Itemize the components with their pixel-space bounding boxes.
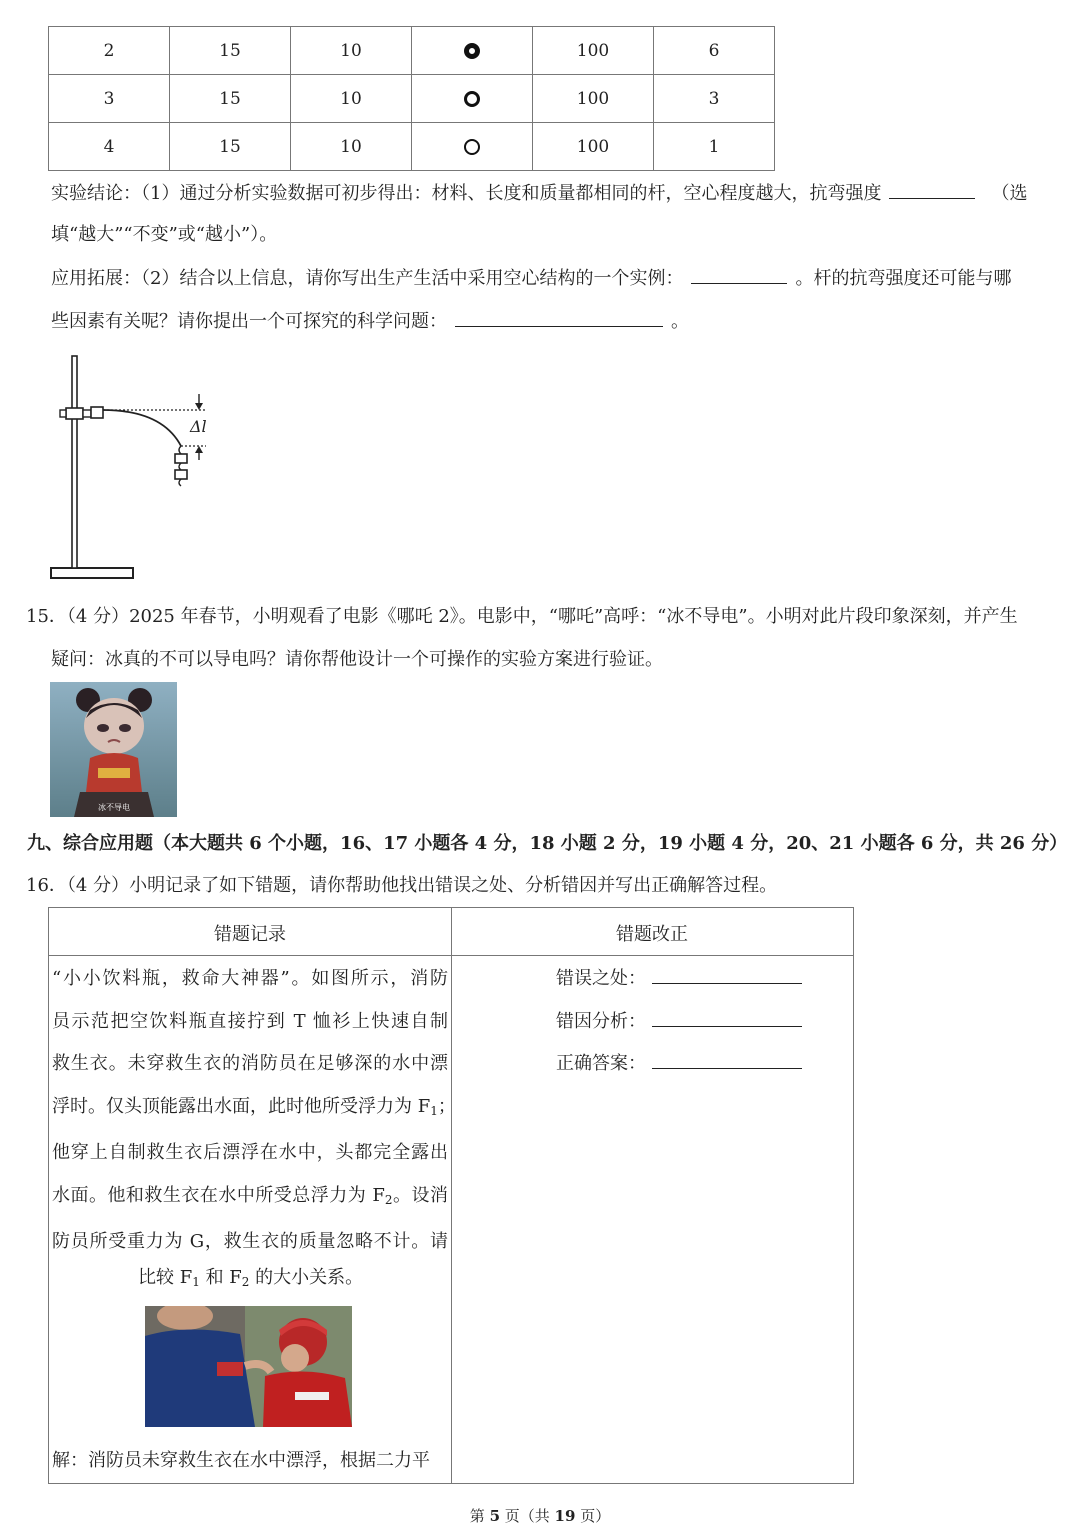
q16-stem: 16．（4 分）小明记录了如下错题，请你帮助他找出错误之处、分析错因并写出正确解答过程。 <box>26 875 778 896</box>
table-cell <box>412 27 533 75</box>
problem-line: “小小饮料瓶，救命大神器”。如图所示，消防 <box>52 968 448 989</box>
table-cell: 3 <box>49 75 170 123</box>
answer-blank[interactable] <box>455 308 663 327</box>
q15-line-2: 疑问：冰真的不可以导电吗？请你帮他设计一个可操作的实验方案进行验证。 <box>51 649 663 670</box>
error-cause-field[interactable]: 错因分析： <box>556 1001 810 1044</box>
table-cell: 1 <box>654 123 775 171</box>
table-row <box>49 27 775 75</box>
compare-line: 比较 $F_1$ 和 $F_2$ 的大小关系。 <box>138 1267 364 1289</box>
col-header-record: 错题记录 <box>214 924 286 945</box>
table-cell: 2 <box>49 27 170 75</box>
hole-medium-icon <box>464 91 480 107</box>
table-cell: 10 <box>291 123 412 171</box>
correction-fields <box>556 958 810 1086</box>
hole-large-icon <box>464 139 480 155</box>
q15-line-1: 15．（4 分）2025 年春节，小明观看了电影《哪吒 2》。电影中，“哪吒”高呼：“冰不导电”。小明对此片段印象深刻，并产生 <box>26 606 1018 627</box>
answer-blank[interactable] <box>652 1008 802 1027</box>
image-caption: 冰不导电 <box>98 803 130 812</box>
table-cell <box>412 75 533 123</box>
table-cell: 100 <box>533 27 654 75</box>
bending-rod-figure <box>44 350 224 586</box>
table-row <box>49 123 775 171</box>
col-header-correction: 错题改正 <box>616 924 688 945</box>
data-table <box>48 26 775 171</box>
problem-line: 他穿上自制救生衣后漂浮在水中，头都完全露出 <box>52 1142 448 1163</box>
problem-line: 救生衣。未穿救生衣的消防员在足够深的水中漂 <box>52 1053 448 1074</box>
table-cell: 10 <box>291 75 412 123</box>
answer-blank[interactable] <box>652 965 802 984</box>
error-location-field[interactable]: 错误之处： <box>556 958 810 1001</box>
table-cell: 100 <box>533 75 654 123</box>
table-cell: 15 <box>170 27 291 75</box>
table-cell: 10 <box>291 27 412 75</box>
conclusion-line-2: 填“越大”“不变”或“越小”）。 <box>51 224 278 245</box>
table-cell: 15 <box>170 123 291 171</box>
conclusion-line-1: 实验结论：（1）通过分析实验数据可初步得出：材料、长度和质量都相同的杆，空心程度越大，抗弯强度 （选 <box>51 180 1027 207</box>
problem-line: 浮时。仅头顶能露出水面，此时他所受浮力为 $F_1$； <box>52 1095 456 1118</box>
table-cell: 100 <box>533 123 654 171</box>
table-cell <box>412 123 533 171</box>
delta-l-label: Δl <box>190 417 207 436</box>
problem-line: 员示范把空饮料瓶直接拧到 T 恤衫上快速自制 <box>52 1010 448 1032</box>
application-line-2: 些因素有关呢？请你提出一个可探究的科学问题： 。 <box>51 308 689 335</box>
problem-line: 水面。他和救生衣在水中所受总浮力为 $F_2$。设消 <box>52 1184 448 1207</box>
answer-blank[interactable] <box>889 180 975 199</box>
table-cell: 15 <box>170 75 291 123</box>
section-title: 九、综合应用题（本大题共 6 个小题，16、17 小题各 4 分，18 小题 2 分，19 小题 4 分，20、21 小题各 6 分，共 26 分） <box>27 833 1068 854</box>
table-cell: 4 <box>49 123 170 171</box>
nezha-movie-image <box>50 682 177 817</box>
answer-blank[interactable] <box>652 1050 802 1069</box>
table-cell: 6 <box>654 27 775 75</box>
application-line-1: 应用拓展：（2）结合以上信息，请你写出生产生活中采用空心结构的一个实例： 。杆的抗弯强度还可能与哪 <box>51 265 1011 292</box>
problem-line: 防员所受重力为 G，救生衣的质量忽略不计。请 <box>52 1231 448 1252</box>
page-footer: 第 5 页（共 19 页） <box>469 1507 611 1525</box>
correct-answer-field[interactable]: 正确答案： <box>556 1043 810 1086</box>
hole-small-icon <box>464 43 480 59</box>
answer-blank[interactable] <box>691 265 787 284</box>
solution-line: 解：消防员未穿救生衣在水中漂浮，根据二力平 <box>52 1450 430 1471</box>
table-row <box>49 75 775 123</box>
table-cell: 3 <box>654 75 775 123</box>
firefighter-photo <box>145 1306 352 1427</box>
problem-text <box>52 958 456 1264</box>
